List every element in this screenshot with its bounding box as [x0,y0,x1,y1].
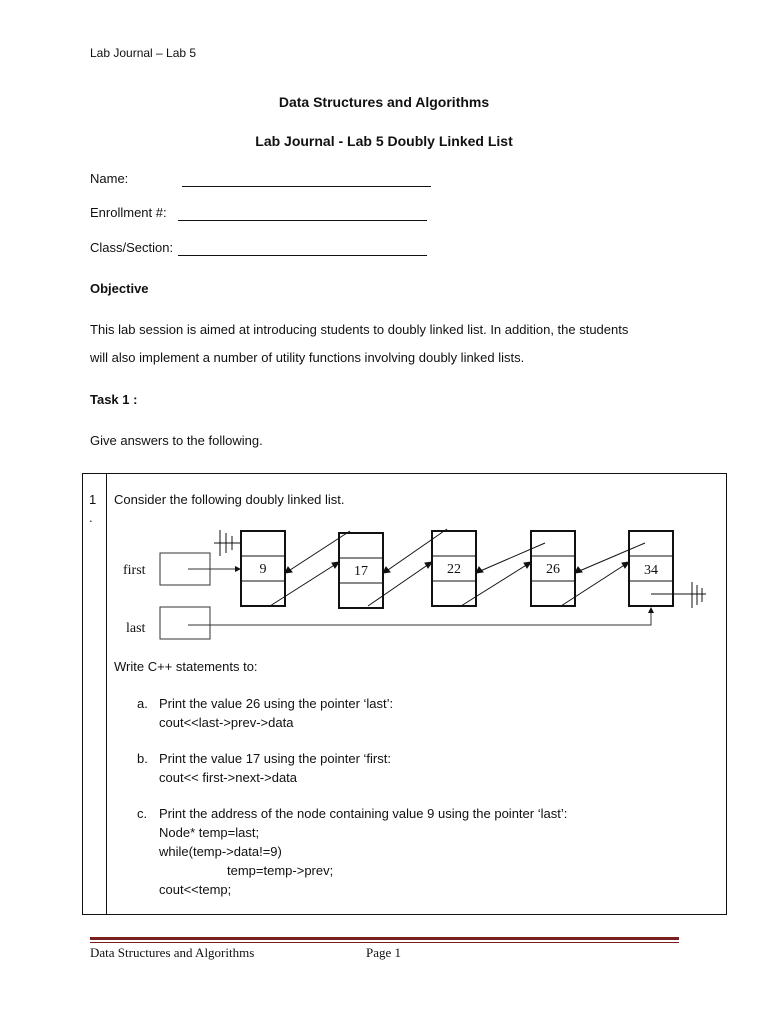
next-arrow-2 [368,564,429,606]
task-instruction: Give answers to the following. [90,433,263,448]
next-arrow-4 [561,564,626,606]
lab-title: Lab Journal - Lab 5 Doubly Linked List [255,133,513,149]
node-value-17: 17 [354,564,368,579]
prev-arrow-1 [287,531,350,572]
prev-arrow-4 [577,543,645,572]
prev-arrow-2 [385,529,447,572]
part-c-code-line-1: Node* temp=last; [159,825,260,840]
question-prompt: Consider the following doubly linked list. [114,492,345,507]
part-a-code: cout<<last->prev->data [159,715,294,730]
task-heading: Task 1 : [90,392,138,407]
name-label: Name: [90,171,129,186]
part-c-code-line-3: temp=temp->prev; [227,863,334,878]
objective-line-2: will also implement a number of utility functions involving doubly linked lists. [90,350,525,365]
question-divider [106,473,107,915]
part-b-marker: b. [137,751,148,766]
footer-rule [90,937,679,940]
node-value-34: 34 [644,563,658,578]
enrollment-field[interactable] [178,206,427,221]
part-c-text: Print the address of the node containing value 9 using the pointer ‘last’: [159,806,568,821]
footer-rule-thin [90,942,679,943]
part-a-text: Print the value 26 using the pointer ‘last’: [159,696,394,711]
running-header: Lab Journal – Lab 5 [90,46,197,60]
part-c-code-line-2: while(temp->data!=9) [159,844,282,859]
question-number: 1 [89,492,97,507]
null-next-symbol [651,582,706,608]
name-field[interactable] [182,172,431,187]
last-pointer-arrow [188,611,651,625]
next-arrow-3 [461,564,528,606]
part-a-marker: a. [137,696,148,711]
question-number-dot: . [89,510,93,525]
write-prompt: Write C++ statements to: [114,659,258,674]
node-value-22: 22 [447,562,461,577]
next-arrow-1 [270,564,336,606]
null-prev-symbol [214,530,241,556]
course-title: Data Structures and Algorithms [278,94,490,110]
footer-page-number: Page 1 [366,945,402,960]
first-pointer-label: first [123,563,146,578]
objective-heading: Objective [90,281,149,296]
objective-line-1: This lab session is aimed at introducing students to doubly linked list. In addition, the students [90,322,629,337]
prev-arrow-3 [478,543,545,572]
part-c-code-line-4: cout<<temp; [159,882,232,897]
class-section-field[interactable] [178,241,427,256]
part-b-text: Print the value 17 using the pointer ‘first: [159,751,391,766]
part-b-code: cout<< first->next->data [159,770,298,785]
part-c-marker: c. [137,806,148,821]
footer-course-title: Data Structures and Algorithms [90,945,255,960]
class-section-label: Class/Section: [90,240,174,255]
node-value-26: 26 [546,562,560,577]
last-pointer-box [160,607,210,639]
enrollment-label: Enrollment #: [90,205,167,220]
last-pointer-label: last [126,621,146,636]
node-value-9: 9 [259,562,267,577]
doubly-linked-list-diagram [110,518,720,648]
